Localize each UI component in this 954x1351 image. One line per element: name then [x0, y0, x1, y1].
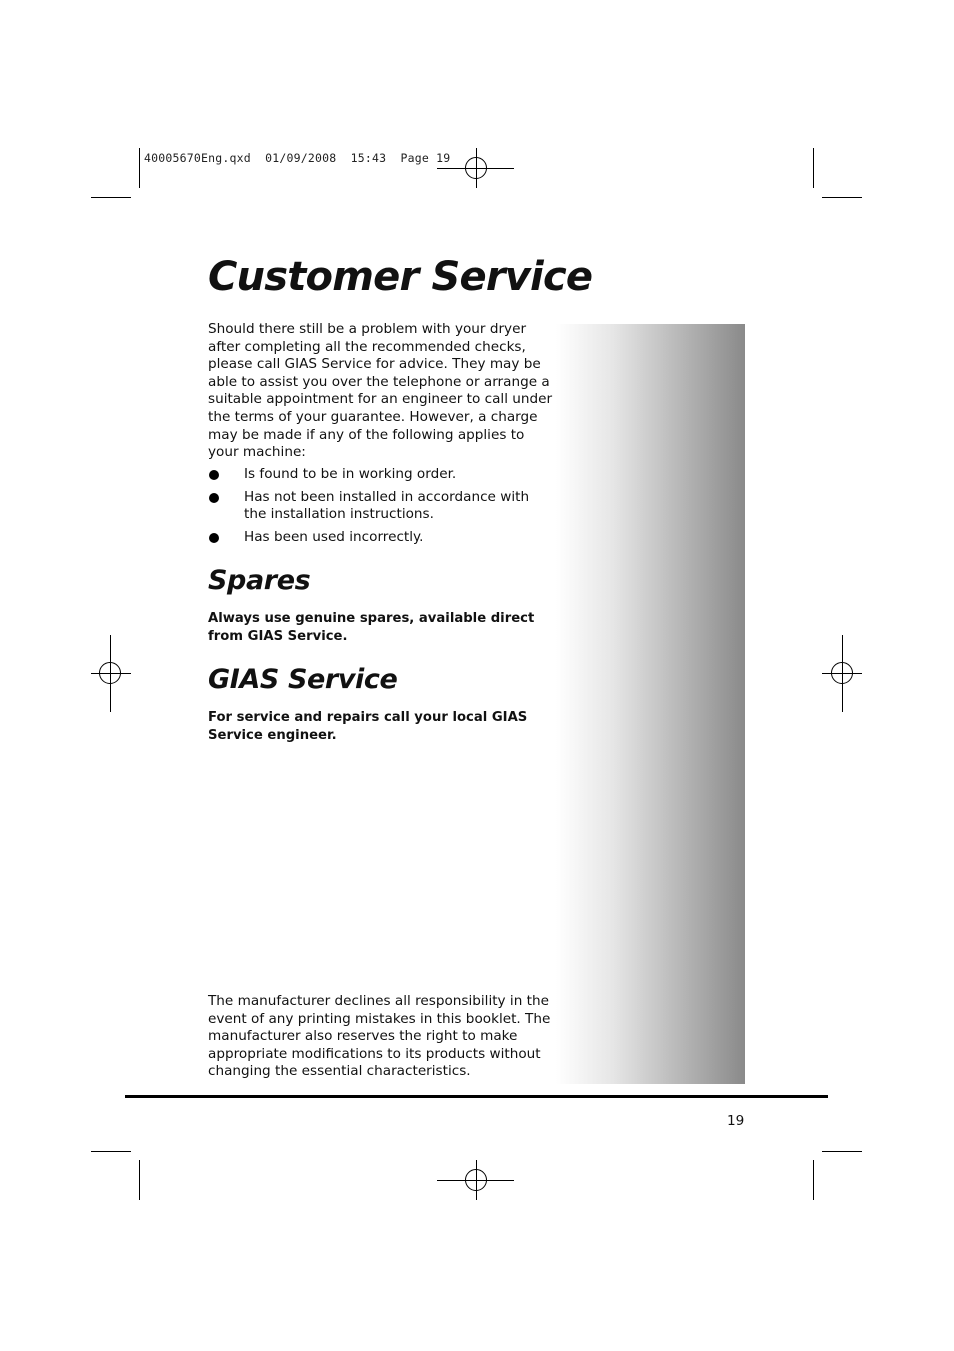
footer-rule [125, 1095, 828, 1098]
intro-paragraph: Should there still be a problem with your dryer after completing all the recommended checks, please call GIAS Service for advice. They may be able to assist you over the telephone or arrange a suitable appointment for an engineer to call under the terms of your guarantee. However, a charge may be made if any of the following applies to your machine: [208, 321, 553, 461]
list-item-text: Has been used incorrectly. [244, 528, 424, 545]
crop-mark-bottom-right-vertical [813, 1160, 814, 1200]
crop-mark-bottom-left-vertical [139, 1160, 140, 1200]
list-item-text: Has not been installed in accordance with the installation instructions. [244, 488, 530, 523]
bullet-icon [209, 470, 219, 480]
bullet-icon [209, 493, 219, 503]
gias-service-heading: GIAS Service [208, 664, 398, 695]
disclaimer-paragraph: The manufacturer declines all responsibility in the event of any printing mistakes in this booklet. The manufacturer also reserves the right to make appropriate modifications to its products without changing the essential characteristics. [208, 993, 551, 1080]
list-item [208, 466, 554, 484]
crop-mark-top-left-vertical [139, 148, 140, 188]
grey-gradient-band [556, 324, 745, 1084]
list-item-text: Is found to be in working order. [244, 466, 457, 482]
gias-service-text: For service and repairs call your local GIAS Service engineer. [208, 710, 528, 743]
spares-heading: Spares [208, 565, 311, 596]
list-item [208, 529, 554, 547]
spares-text: Always use genuine spares, available direct from GIAS Service. [208, 611, 535, 644]
page-number: 19 [727, 1113, 745, 1129]
print-slug: 40005670Eng.qxd 01/09/2008 15:43 Page 19 [144, 151, 451, 165]
crop-mark-top-left-horizontal [91, 197, 131, 198]
crop-mark-top-right-vertical [813, 148, 814, 188]
conditions-list [208, 466, 554, 551]
crop-mark-bottom-left-horizontal [91, 1151, 131, 1152]
crop-mark-bottom-right-horizontal [822, 1151, 862, 1152]
bullet-icon [209, 533, 219, 543]
list-item [208, 489, 554, 524]
crop-mark-top-right-horizontal [822, 197, 862, 198]
page-title: Customer Service [208, 254, 593, 300]
